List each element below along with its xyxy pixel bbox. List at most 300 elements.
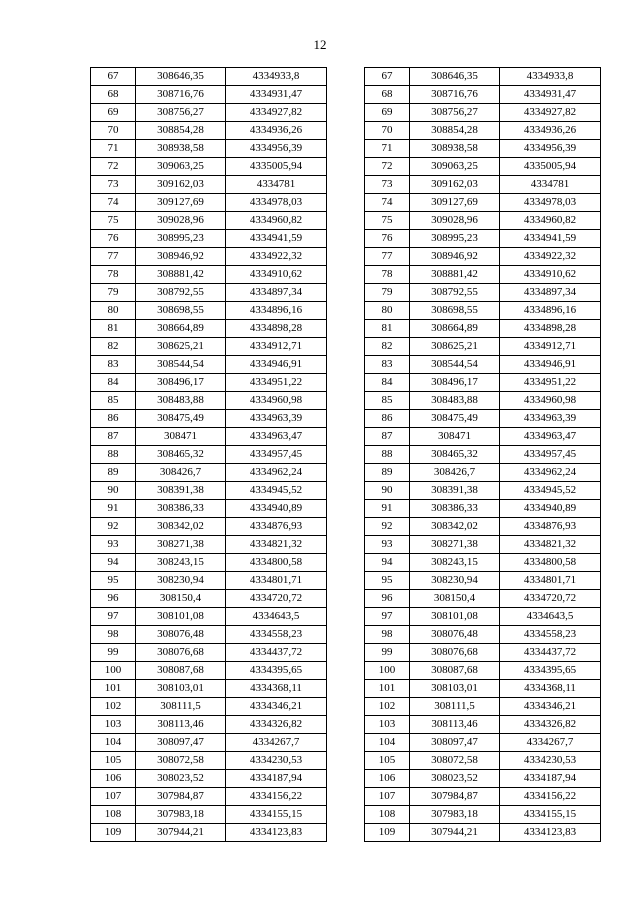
point-number-cell: 78 [365, 266, 410, 284]
x-coordinate-cell: 308471 [410, 428, 500, 446]
table-row [365, 464, 601, 482]
y-coordinate-cell: 4334896,16 [226, 302, 327, 320]
table-row [91, 806, 327, 824]
y-coordinate-cell: 4334912,71 [226, 338, 327, 356]
y-coordinate-cell: 4334910,62 [500, 266, 601, 284]
y-coordinate-cell: 4334963,39 [500, 410, 601, 428]
table-row [365, 734, 601, 752]
table-row [365, 320, 601, 338]
y-coordinate-cell: 4334951,22 [500, 374, 601, 392]
y-coordinate-cell: 4334368,11 [500, 680, 601, 698]
x-coordinate-cell: 308076,68 [136, 644, 226, 662]
table-row [91, 824, 327, 842]
x-coordinate-cell: 308111,5 [136, 698, 226, 716]
table-row [91, 662, 327, 680]
y-coordinate-cell: 4334960,98 [226, 392, 327, 410]
x-coordinate-cell: 308230,94 [410, 572, 500, 590]
point-number-cell: 95 [365, 572, 410, 590]
y-coordinate-cell: 4334558,23 [226, 626, 327, 644]
x-coordinate-cell: 308881,42 [410, 266, 500, 284]
y-coordinate-cell: 4334931,47 [500, 86, 601, 104]
point-number-cell: 70 [365, 122, 410, 140]
x-coordinate-cell: 309028,96 [410, 212, 500, 230]
point-number-cell: 95 [91, 572, 136, 590]
x-coordinate-cell: 308664,89 [136, 320, 226, 338]
point-number-cell: 91 [365, 500, 410, 518]
point-number-cell: 75 [91, 212, 136, 230]
point-number-cell: 103 [91, 716, 136, 734]
point-number-cell: 86 [91, 410, 136, 428]
point-number-cell: 79 [91, 284, 136, 302]
table-row [91, 644, 327, 662]
page-number: 12 [313, 37, 327, 52]
x-coordinate-cell: 308646,35 [136, 68, 226, 86]
table-row [365, 572, 601, 590]
point-number-cell: 97 [91, 608, 136, 626]
point-number-cell: 104 [365, 734, 410, 752]
x-coordinate-cell: 308072,58 [136, 752, 226, 770]
table-row [365, 410, 601, 428]
y-coordinate-cell: 4334927,82 [500, 104, 601, 122]
x-coordinate-cell: 308792,55 [410, 284, 500, 302]
table-row [91, 446, 327, 464]
table-row [91, 302, 327, 320]
y-coordinate-cell: 4334395,65 [226, 662, 327, 680]
table-row [365, 806, 601, 824]
table-row [365, 662, 601, 680]
x-coordinate-cell: 309162,03 [410, 176, 500, 194]
x-coordinate-cell: 307984,87 [136, 788, 226, 806]
point-number-cell: 94 [91, 554, 136, 572]
x-coordinate-cell: 308698,55 [136, 302, 226, 320]
table-row [365, 698, 601, 716]
table-row [365, 230, 601, 248]
table-row [91, 572, 327, 590]
x-coordinate-cell: 308342,02 [410, 518, 500, 536]
table-row [91, 752, 327, 770]
point-number-cell: 86 [365, 410, 410, 428]
y-coordinate-cell: 4334801,71 [500, 572, 601, 590]
point-number-cell: 85 [365, 392, 410, 410]
x-coordinate-cell: 308391,38 [410, 482, 500, 500]
point-number-cell: 82 [365, 338, 410, 356]
x-coordinate-cell: 308946,92 [136, 248, 226, 266]
table-row [365, 266, 601, 284]
y-coordinate-cell: 4334346,21 [500, 698, 601, 716]
point-number-cell: 108 [365, 806, 410, 824]
point-number-cell: 103 [365, 716, 410, 734]
point-number-cell: 71 [91, 140, 136, 158]
point-number-cell: 89 [91, 464, 136, 482]
table-row [91, 788, 327, 806]
y-coordinate-cell: 4334720,72 [500, 590, 601, 608]
point-number-cell: 84 [365, 374, 410, 392]
y-coordinate-cell: 4334963,39 [226, 410, 327, 428]
y-coordinate-cell: 4334558,23 [500, 626, 601, 644]
table-row [365, 140, 601, 158]
table-row [91, 392, 327, 410]
point-number-cell: 81 [91, 320, 136, 338]
y-coordinate-cell: 4334940,89 [500, 500, 601, 518]
y-coordinate-cell: 4334123,83 [226, 824, 327, 842]
point-number-cell: 96 [365, 590, 410, 608]
y-coordinate-cell: 4334946,91 [226, 356, 327, 374]
coordinates-table-right [364, 67, 601, 842]
point-number-cell: 93 [365, 536, 410, 554]
table-row [91, 608, 327, 626]
table-row [365, 770, 601, 788]
table-row [365, 284, 601, 302]
point-number-cell: 73 [365, 176, 410, 194]
point-number-cell: 88 [91, 446, 136, 464]
point-number-cell: 79 [365, 284, 410, 302]
x-coordinate-cell: 309063,25 [136, 158, 226, 176]
point-number-cell: 101 [365, 680, 410, 698]
table-row [91, 410, 327, 428]
x-coordinate-cell: 308101,08 [410, 608, 500, 626]
table-row [365, 482, 601, 500]
y-coordinate-cell: 4334922,32 [500, 248, 601, 266]
y-coordinate-cell: 4334978,03 [500, 194, 601, 212]
table-row [365, 302, 601, 320]
point-number-cell: 69 [91, 104, 136, 122]
y-coordinate-cell: 4334946,91 [500, 356, 601, 374]
y-coordinate-cell: 4334960,98 [500, 392, 601, 410]
y-coordinate-cell: 4334800,58 [226, 554, 327, 572]
table-row [365, 716, 601, 734]
table-row [91, 320, 327, 338]
table-row [91, 266, 327, 284]
y-coordinate-cell: 4334326,82 [500, 716, 601, 734]
point-number-cell: 105 [91, 752, 136, 770]
x-coordinate-cell: 308881,42 [136, 266, 226, 284]
point-number-cell: 109 [365, 824, 410, 842]
x-coordinate-cell: 308716,76 [410, 86, 500, 104]
y-coordinate-cell: 4334876,93 [226, 518, 327, 536]
x-coordinate-cell: 309028,96 [136, 212, 226, 230]
x-coordinate-cell: 308792,55 [136, 284, 226, 302]
y-coordinate-cell: 4334781 [500, 176, 601, 194]
table-row [365, 554, 601, 572]
table-row [365, 608, 601, 626]
point-number-cell: 69 [365, 104, 410, 122]
point-number-cell: 92 [365, 518, 410, 536]
y-coordinate-cell: 4334957,45 [500, 446, 601, 464]
y-coordinate-cell: 4334957,45 [226, 446, 327, 464]
y-coordinate-cell: 4334912,71 [500, 338, 601, 356]
point-number-cell: 74 [365, 194, 410, 212]
point-number-cell: 97 [365, 608, 410, 626]
x-coordinate-cell: 308391,38 [136, 482, 226, 500]
point-number-cell: 70 [91, 122, 136, 140]
point-number-cell: 98 [365, 626, 410, 644]
x-coordinate-cell: 308854,28 [410, 122, 500, 140]
point-number-cell: 94 [365, 554, 410, 572]
x-coordinate-cell: 308150,4 [410, 590, 500, 608]
y-coordinate-cell: 4334876,93 [500, 518, 601, 536]
x-coordinate-cell: 308465,32 [136, 446, 226, 464]
x-coordinate-cell: 308426,7 [410, 464, 500, 482]
x-coordinate-cell: 308664,89 [410, 320, 500, 338]
x-coordinate-cell: 308230,94 [136, 572, 226, 590]
y-coordinate-cell: 4334326,82 [226, 716, 327, 734]
x-coordinate-cell: 308946,92 [410, 248, 500, 266]
y-coordinate-cell: 4334267,7 [226, 734, 327, 752]
x-coordinate-cell: 308625,21 [410, 338, 500, 356]
x-coordinate-cell: 308076,68 [410, 644, 500, 662]
table-row [365, 824, 601, 842]
y-coordinate-cell: 4334368,11 [226, 680, 327, 698]
y-coordinate-cell: 4334960,82 [226, 212, 327, 230]
table-row [91, 770, 327, 788]
x-coordinate-cell: 308995,23 [410, 230, 500, 248]
x-coordinate-cell: 308496,17 [136, 374, 226, 392]
table-body [365, 68, 601, 842]
x-coordinate-cell: 308101,08 [136, 608, 226, 626]
table-row [91, 230, 327, 248]
x-coordinate-cell: 308386,33 [136, 500, 226, 518]
table-row [91, 680, 327, 698]
table-row [365, 752, 601, 770]
y-coordinate-cell: 4334951,22 [226, 374, 327, 392]
table-row [91, 698, 327, 716]
y-coordinate-cell: 4334933,8 [226, 68, 327, 86]
x-coordinate-cell: 308271,38 [136, 536, 226, 554]
point-number-cell: 84 [91, 374, 136, 392]
x-coordinate-cell: 308475,49 [410, 410, 500, 428]
point-number-cell: 106 [365, 770, 410, 788]
point-number-cell: 77 [91, 248, 136, 266]
x-coordinate-cell: 308938,58 [410, 140, 500, 158]
table-row [91, 626, 327, 644]
table-row [91, 536, 327, 554]
x-coordinate-cell: 309063,25 [410, 158, 500, 176]
x-coordinate-cell: 307983,18 [136, 806, 226, 824]
y-coordinate-cell: 4334978,03 [226, 194, 327, 212]
x-coordinate-cell: 308087,68 [136, 662, 226, 680]
table-row [365, 176, 601, 194]
point-number-cell: 109 [91, 824, 136, 842]
y-coordinate-cell: 4334910,62 [226, 266, 327, 284]
point-number-cell: 72 [365, 158, 410, 176]
y-coordinate-cell: 4334155,15 [500, 806, 601, 824]
point-number-cell: 76 [91, 230, 136, 248]
y-coordinate-cell: 4334801,71 [226, 572, 327, 590]
table-row [91, 86, 327, 104]
table-row [91, 716, 327, 734]
y-coordinate-cell: 4334155,15 [226, 806, 327, 824]
point-number-cell: 75 [365, 212, 410, 230]
x-coordinate-cell: 308426,7 [136, 464, 226, 482]
y-coordinate-cell: 4334963,47 [226, 428, 327, 446]
table-row [91, 140, 327, 158]
table-row [365, 374, 601, 392]
y-coordinate-cell: 4334936,26 [500, 122, 601, 140]
x-coordinate-cell: 308103,01 [136, 680, 226, 698]
point-number-cell: 67 [91, 68, 136, 86]
x-coordinate-cell: 308023,52 [410, 770, 500, 788]
x-coordinate-cell: 308995,23 [136, 230, 226, 248]
table-row [91, 284, 327, 302]
table-row [91, 338, 327, 356]
point-number-cell: 91 [91, 500, 136, 518]
x-coordinate-cell: 308243,15 [136, 554, 226, 572]
x-coordinate-cell: 308023,52 [136, 770, 226, 788]
table-row [365, 644, 601, 662]
point-number-cell: 74 [91, 194, 136, 212]
table-row [91, 518, 327, 536]
point-number-cell: 87 [365, 428, 410, 446]
y-coordinate-cell: 4334187,94 [226, 770, 327, 788]
point-number-cell: 107 [365, 788, 410, 806]
y-coordinate-cell: 4334927,82 [226, 104, 327, 122]
table-row [365, 356, 601, 374]
x-coordinate-cell: 308072,58 [410, 752, 500, 770]
x-coordinate-cell: 309127,69 [136, 194, 226, 212]
table-row [365, 446, 601, 464]
x-coordinate-cell: 308097,47 [410, 734, 500, 752]
point-number-cell: 90 [91, 482, 136, 500]
y-coordinate-cell: 4334962,24 [500, 464, 601, 482]
table-row [365, 680, 601, 698]
y-coordinate-cell: 4334781 [226, 176, 327, 194]
x-coordinate-cell: 308625,21 [136, 338, 226, 356]
x-coordinate-cell: 308756,27 [136, 104, 226, 122]
point-number-cell: 106 [91, 770, 136, 788]
point-number-cell: 76 [365, 230, 410, 248]
y-coordinate-cell: 4334821,32 [500, 536, 601, 554]
table-row [365, 788, 601, 806]
x-coordinate-cell: 308465,32 [410, 446, 500, 464]
point-number-cell: 104 [91, 734, 136, 752]
table-row [365, 248, 601, 266]
y-coordinate-cell: 4334267,7 [500, 734, 601, 752]
table-row [91, 500, 327, 518]
x-coordinate-cell: 309162,03 [136, 176, 226, 194]
point-number-cell: 99 [91, 644, 136, 662]
x-coordinate-cell: 308150,4 [136, 590, 226, 608]
table-row [365, 104, 601, 122]
table-row [91, 194, 327, 212]
y-coordinate-cell: 4334941,59 [500, 230, 601, 248]
table-row [91, 374, 327, 392]
y-coordinate-cell: 4334123,83 [500, 824, 601, 842]
table-row [91, 104, 327, 122]
table-row [91, 464, 327, 482]
point-number-cell: 78 [91, 266, 136, 284]
x-coordinate-cell: 307944,21 [410, 824, 500, 842]
y-coordinate-cell: 4334821,32 [226, 536, 327, 554]
point-number-cell: 90 [365, 482, 410, 500]
y-coordinate-cell: 4334956,39 [226, 140, 327, 158]
table-row [365, 338, 601, 356]
coordinates-table-left [90, 67, 327, 842]
x-coordinate-cell: 308646,35 [410, 68, 500, 86]
x-coordinate-cell: 308097,47 [136, 734, 226, 752]
point-number-cell: 81 [365, 320, 410, 338]
x-coordinate-cell: 308854,28 [136, 122, 226, 140]
table-row [365, 68, 601, 86]
point-number-cell: 100 [365, 662, 410, 680]
point-number-cell: 98 [91, 626, 136, 644]
point-number-cell: 102 [365, 698, 410, 716]
point-number-cell: 87 [91, 428, 136, 446]
y-coordinate-cell: 4334156,22 [226, 788, 327, 806]
table-row [365, 392, 601, 410]
x-coordinate-cell: 308076,48 [136, 626, 226, 644]
x-coordinate-cell: 308087,68 [410, 662, 500, 680]
point-number-cell: 82 [91, 338, 136, 356]
y-coordinate-cell: 4334800,58 [500, 554, 601, 572]
point-number-cell: 92 [91, 518, 136, 536]
y-coordinate-cell: 4334960,82 [500, 212, 601, 230]
table-row [91, 482, 327, 500]
point-number-cell: 67 [365, 68, 410, 86]
y-coordinate-cell: 4334962,24 [226, 464, 327, 482]
y-coordinate-cell: 4334187,94 [500, 770, 601, 788]
table-row [365, 212, 601, 230]
y-coordinate-cell: 4334346,21 [226, 698, 327, 716]
table-row [91, 356, 327, 374]
point-number-cell: 80 [365, 302, 410, 320]
point-number-cell: 68 [365, 86, 410, 104]
y-coordinate-cell: 4334945,52 [226, 482, 327, 500]
x-coordinate-cell: 308342,02 [136, 518, 226, 536]
table-row [91, 158, 327, 176]
table-row [365, 122, 601, 140]
y-coordinate-cell: 4334643,5 [500, 608, 601, 626]
point-number-cell: 72 [91, 158, 136, 176]
y-coordinate-cell: 4334643,5 [226, 608, 327, 626]
y-coordinate-cell: 4334897,34 [500, 284, 601, 302]
table-row [91, 176, 327, 194]
table-row [365, 518, 601, 536]
x-coordinate-cell: 308475,49 [136, 410, 226, 428]
y-coordinate-cell: 4334897,34 [226, 284, 327, 302]
y-coordinate-cell: 4334156,22 [500, 788, 601, 806]
y-coordinate-cell: 4334963,47 [500, 428, 601, 446]
point-number-cell: 96 [91, 590, 136, 608]
table-row [91, 428, 327, 446]
x-coordinate-cell: 309127,69 [410, 194, 500, 212]
table-body [91, 68, 327, 842]
point-number-cell: 77 [365, 248, 410, 266]
y-coordinate-cell: 4334956,39 [500, 140, 601, 158]
point-number-cell: 89 [365, 464, 410, 482]
y-coordinate-cell: 4334720,72 [226, 590, 327, 608]
point-number-cell: 85 [91, 392, 136, 410]
table-row [91, 212, 327, 230]
point-number-cell: 73 [91, 176, 136, 194]
y-coordinate-cell: 4334941,59 [226, 230, 327, 248]
y-coordinate-cell: 4334922,32 [226, 248, 327, 266]
table-row [365, 194, 601, 212]
point-number-cell: 108 [91, 806, 136, 824]
x-coordinate-cell: 307984,87 [410, 788, 500, 806]
y-coordinate-cell: 4334940,89 [226, 500, 327, 518]
x-coordinate-cell: 308103,01 [410, 680, 500, 698]
point-number-cell: 68 [91, 86, 136, 104]
y-coordinate-cell: 4334896,16 [500, 302, 601, 320]
table-row [365, 500, 601, 518]
table-row [91, 122, 327, 140]
point-number-cell: 83 [91, 356, 136, 374]
table-row [91, 590, 327, 608]
y-coordinate-cell: 4334931,47 [226, 86, 327, 104]
x-coordinate-cell: 308544,54 [410, 356, 500, 374]
x-coordinate-cell: 307983,18 [410, 806, 500, 824]
point-number-cell: 83 [365, 356, 410, 374]
